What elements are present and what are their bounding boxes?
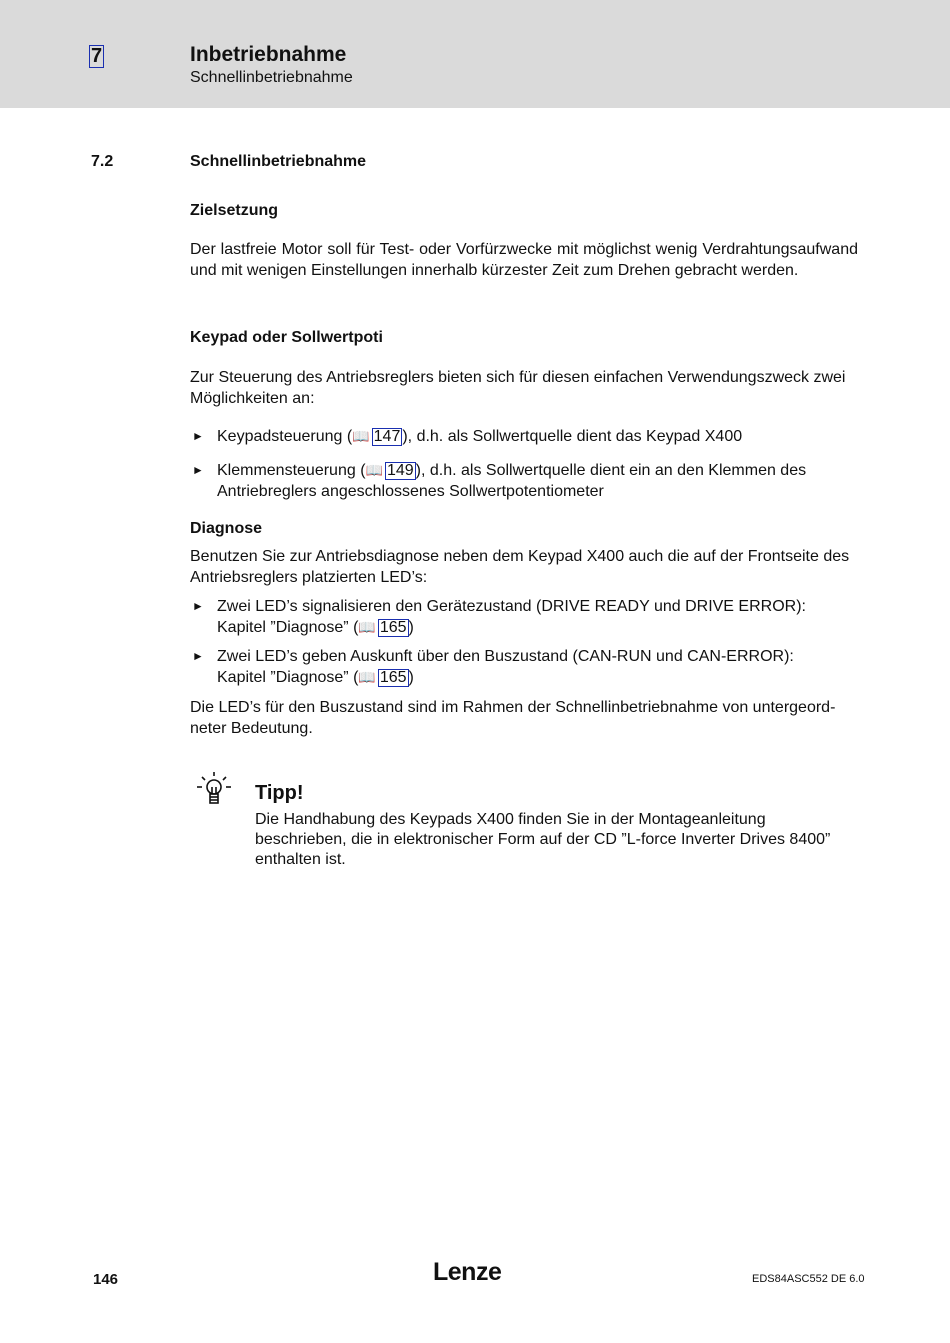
bullet-text-before: Klemmensteuerung ( — [217, 462, 366, 479]
page-reference-link[interactable]: 149 — [386, 462, 414, 479]
heading-zielsetzung: Zielsetzung — [190, 202, 279, 219]
book-icon: 📖 — [352, 428, 370, 444]
paragraph-keypad-intro: Zur Steuerung des Antriebsreglers bieten sich für diesen einfachen Verwendungszweck zwei Möglichkeiten an: — [190, 369, 846, 407]
chapter-title: Inbetriebnahme — [190, 43, 347, 66]
bullet-text-before: Keypadsteuerung ( — [217, 428, 353, 445]
list-item — [190, 460, 858, 502]
bullet-line — [217, 617, 858, 638]
bullet-text-after: ), d.h. als Sollwertquelle dient das Keypad X400 — [402, 428, 743, 445]
book-icon: 📖 — [358, 619, 376, 635]
bullet-line: Zwei LED’s geben Auskunft über den Buszustand (CAN-RUN und CAN-ERROR): — [217, 648, 794, 665]
triangle-bullet-icon: ► — [192, 649, 204, 663]
heading-keypad: Keypad oder Sollwertpoti — [190, 329, 383, 346]
lenze-logo: Lenze — [433, 1258, 502, 1286]
heading-diagnose: Diagnose — [190, 520, 263, 537]
chapter-number-link[interactable]: 7 — [90, 45, 103, 67]
list-item — [190, 646, 858, 688]
book-icon: 📖 — [358, 669, 376, 685]
paragraph-diagnose-outro: Die LED’s für den Buszustand sind im Rahmen der Schnellinbetriebnahme von untergeord-neter Bedeutung. — [190, 699, 836, 737]
triangle-bullet-icon: ► — [192, 463, 204, 477]
bullet-text-after: ) — [408, 619, 414, 636]
paragraph-zielsetzung: Der lastfreie Motor soll für Test- oder Vorfürzwecke mit möglichst wenig Verdrahtungsaufwand und mit wenigen Einstellungen innerhalb kürzester Zeit zum Drehen gebracht werden. — [190, 241, 858, 279]
page-reference-link[interactable]: 165 — [379, 619, 407, 636]
page-reference-link[interactable]: 147 — [373, 428, 401, 445]
section-title: Schnellinbetriebnahme — [190, 153, 367, 170]
triangle-bullet-icon: ► — [192, 599, 204, 613]
bullet-text-after: ) — [408, 669, 414, 686]
bullet-text-after: ), d.h. als Sollwertquelle dient ein an den Klemmen des Antriebreglers angeschlossenes Sollwertpotentiometer — [217, 462, 807, 500]
bullet-text-before: Kapitel ”Diagnose” ( — [217, 669, 359, 686]
section-number: 7.2 — [91, 153, 114, 170]
triangle-bullet-icon: ► — [192, 429, 204, 443]
tip-title: Tipp! — [255, 782, 304, 804]
paragraph-diagnose-intro: Benutzen Sie zur Antriebsdiagnose neben dem Keypad X400 auch die auf der Frontseite des Antriebsreglers platzierten LED’s: — [190, 548, 850, 586]
list-item — [190, 426, 858, 447]
bullet-line: Zwei LED’s signalisieren den Gerätezustand (DRIVE READY und DRIVE ERROR): — [217, 598, 806, 615]
list-item — [190, 596, 858, 638]
tip-text: Die Handhabung des Keypads X400 finden Sie in der Montageanleitung beschrieben, die in elektronischer Form auf der CD ”L-force Inverter Drives 8400” enthalten ist. — [255, 811, 831, 868]
page-number: 146 — [93, 1271, 119, 1288]
book-icon: 📖 — [365, 462, 383, 478]
lightbulb-icon — [194, 770, 234, 810]
bullet-text-before: Kapitel ”Diagnose” ( — [217, 619, 359, 636]
document-id: EDS84ASC552 DE 6.0 — [752, 1273, 865, 1285]
bullet-line — [217, 667, 858, 688]
chapter-subtitle: Schnellinbetriebnahme — [190, 69, 353, 86]
page-reference-link[interactable]: 165 — [379, 669, 407, 686]
page-header — [0, 0, 950, 108]
